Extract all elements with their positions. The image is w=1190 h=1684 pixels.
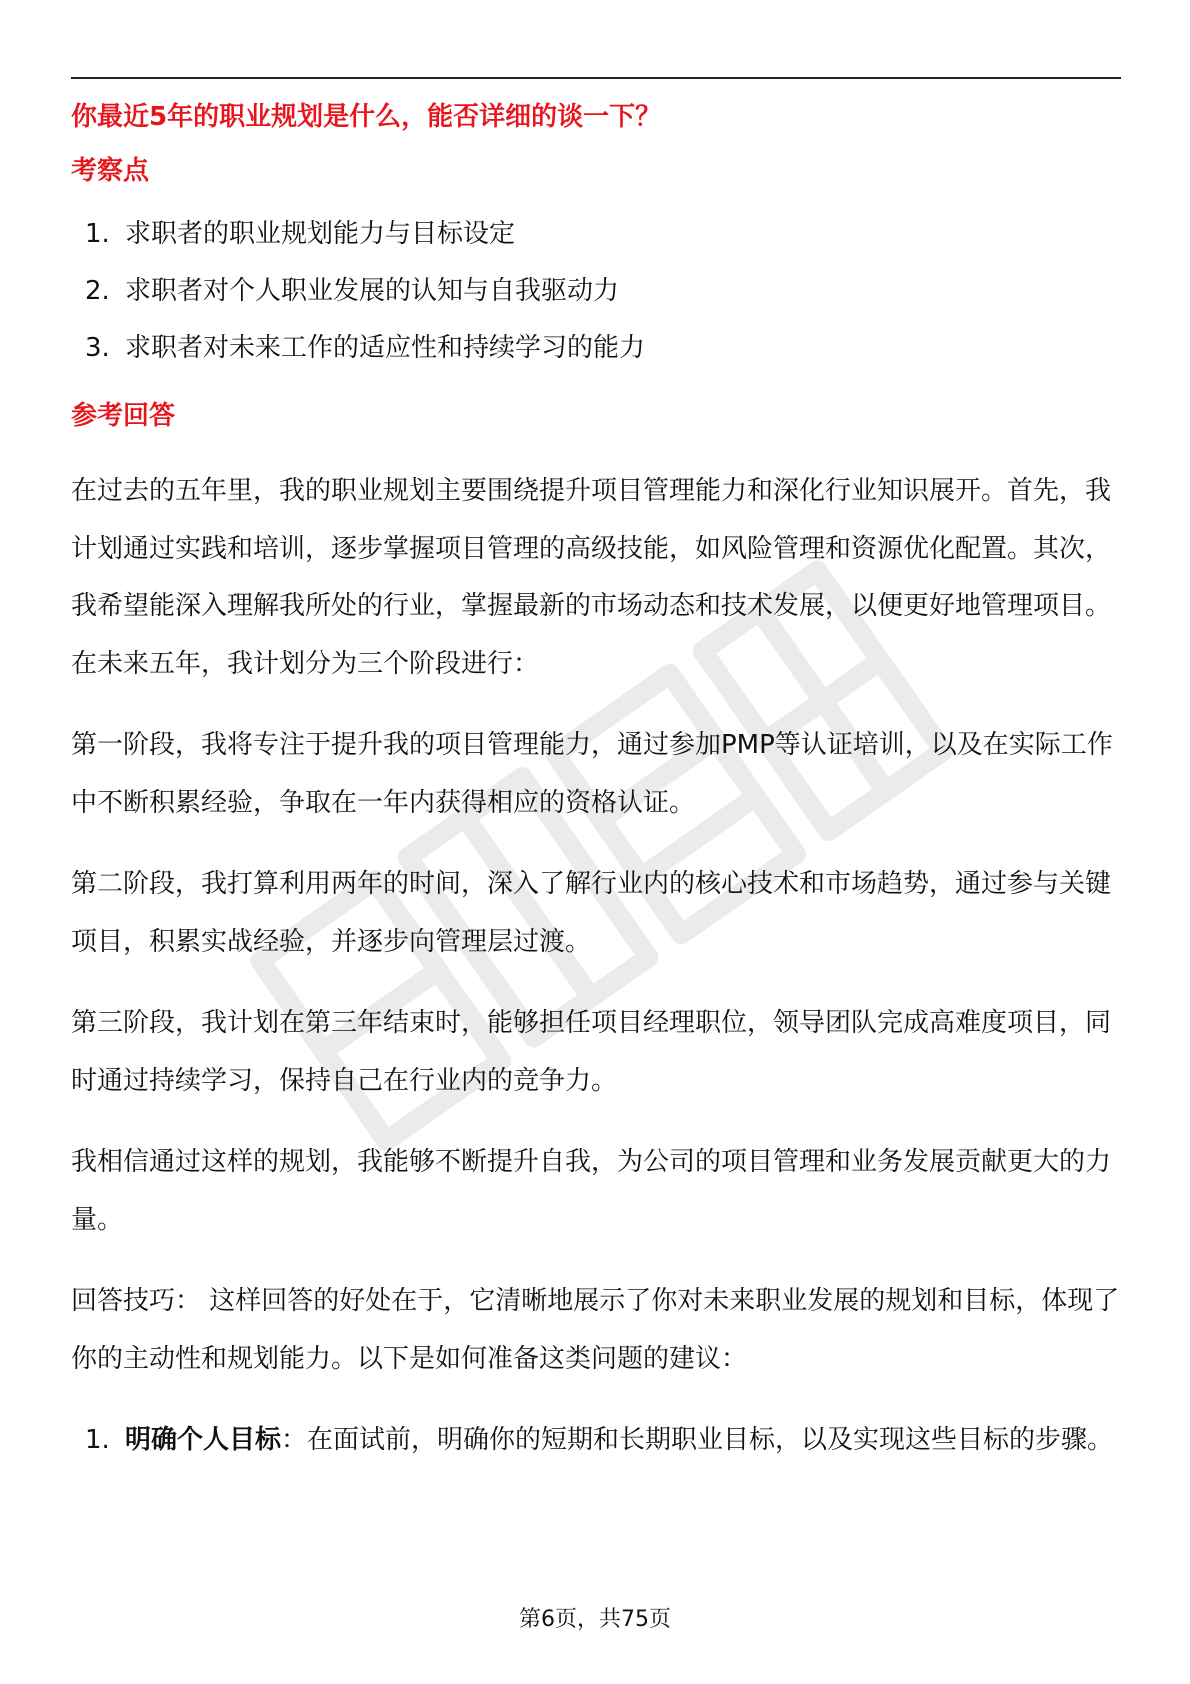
list-item (71, 1412, 1121, 1470)
answer-paragraph: 在过去的五年里，我的职业规划主要围绕提升项目管理能力和深化行业知识展开。首先，我计划通过实践和培训，逐步掌握项目管理的高级技能，如风险管理和资源优化配置。其次，我希望能深入理解我所处的行业，掌握最新的市场动态和技术发展，以便更好地管理项目。在未来五年，我计划分为三个阶段进行： (71, 476, 1112, 679)
question-title: 你最近5年的职业规划是什么，能否详细的谈一下？ (71, 102, 662, 132)
tips-list (71, 1412, 1121, 1470)
answer-tips-paragraph: 回答技巧： 这样回答的好处在于，它清晰地展示了你对未来职业发展的规划和目标，体现了你的主动性和规划能力。以下是如何准备这类问题的建议： (71, 1286, 1120, 1374)
tip-text: ：在面试前，明确你的短期和长期职业目标，以及实现这些目标的步骤。 (281, 1425, 1114, 1455)
list-number: 1. (85, 219, 110, 249)
answer-paragraph: 第三阶段，我计划在第三年结束时，能够担任项目经理职位，领导团队完成高难度项目，同时通过持续学习，保持自己在行业内的竞争力。 (71, 1008, 1112, 1096)
list-number: 2. (85, 276, 110, 306)
exam-points-list (71, 206, 1121, 377)
list-item-text: 求职者对个人职业发展的认知与自我驱动力 (125, 276, 620, 306)
list-item-text: 求职者的职业规划能力与目标设定 (125, 219, 516, 249)
exam-points-heading: 考察点 (71, 156, 150, 186)
reference-answer-heading: 参考回答 (71, 401, 176, 431)
list-number: 3. (85, 333, 110, 363)
list-item-text: 求职者对未来工作的适应性和持续学习的能力 (125, 333, 646, 363)
list-item (71, 263, 1121, 320)
tip-title: 明确个人目标 (125, 1425, 282, 1455)
top-divider (71, 77, 1121, 79)
answer-paragraph: 我相信通过这样的规划，我能够不断提升自我，为公司的项目管理和业务发展贡献更大的力量。 (71, 1147, 1112, 1235)
answer-paragraph: 第一阶段，我将专注于提升我的项目管理能力，通过参加PMP等认证培训，以及在实际工作中不断积累经验，争取在一年内获得相应的资格认证。 (71, 730, 1113, 818)
list-number: 1. (85, 1425, 110, 1455)
answer-paragraph: 第二阶段，我打算利用两年的时间，深入了解行业内的核心技术和市场趋势，通过参与关键项目，积累实战经验，并逐步向管理层过渡。 (71, 869, 1112, 957)
list-item (71, 206, 1121, 263)
list-item (71, 320, 1121, 377)
main-content (71, 90, 1121, 1470)
page-number: 第6页，共75页 (519, 1607, 671, 1632)
